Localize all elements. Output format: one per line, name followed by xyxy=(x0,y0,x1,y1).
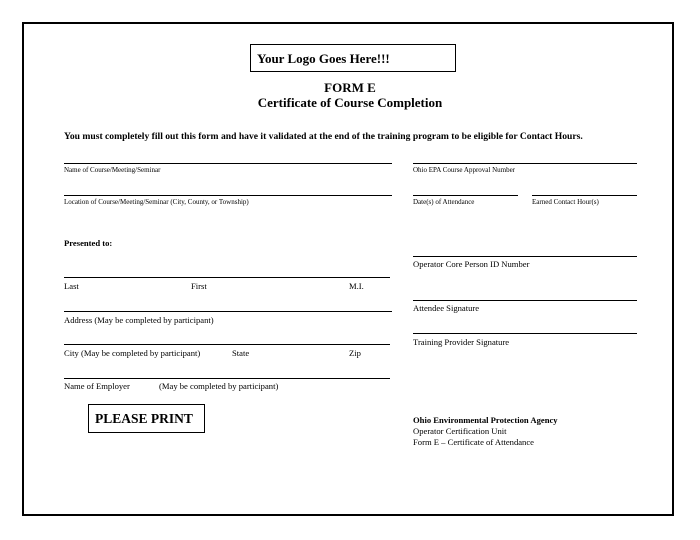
instructions: You must completely fill out this form and have it validated at the end of the training program to be eligible for Contact Hours. xyxy=(64,131,583,142)
approval-number-label: Ohio EPA Course Approval Number xyxy=(413,166,516,174)
approval-number-line[interactable] xyxy=(413,163,637,164)
employer-label: Name of Employer xyxy=(64,381,130,391)
contact-hours-line[interactable] xyxy=(532,195,637,196)
presented-to-label: Presented to: xyxy=(64,238,113,248)
attendee-signature-label: Attendee Signature xyxy=(413,303,480,313)
agency-form: Form E – Certificate of Attendance xyxy=(413,437,534,447)
state-label: State xyxy=(232,348,250,358)
name-line[interactable] xyxy=(64,277,390,278)
city-label: City (May be completed by participant) xyxy=(64,348,201,358)
dates-label: Date(s) of Attendance xyxy=(413,198,475,206)
provider-signature-label: Training Provider Signature xyxy=(413,337,510,347)
attendee-signature-line[interactable] xyxy=(413,300,637,301)
address-label: Address (May be completed by participant) xyxy=(64,315,214,325)
agency-unit: Operator Certification Unit xyxy=(413,426,507,436)
location-line[interactable] xyxy=(64,195,392,196)
address-line[interactable] xyxy=(64,311,392,312)
first-name-label: First xyxy=(191,281,207,291)
middle-initial-label: M.I. xyxy=(349,281,364,291)
city-line[interactable] xyxy=(64,344,390,345)
contact-hours-label: Earned Contact Hour(s) xyxy=(532,198,599,206)
please-print-box: PLEASE PRINT xyxy=(88,404,205,433)
employer-line[interactable] xyxy=(64,378,390,379)
operator-id-line[interactable] xyxy=(413,256,637,257)
form-title: FORM E xyxy=(324,80,376,95)
operator-id-label: Operator Core Person ID Number xyxy=(413,259,530,269)
last-name-label: Last xyxy=(64,281,79,291)
dates-line[interactable] xyxy=(413,195,518,196)
logo-placeholder: Your Logo Goes Here!!! xyxy=(250,44,456,72)
provider-signature-line[interactable] xyxy=(413,333,637,334)
employer-note: (May be completed by participant) xyxy=(159,381,279,391)
course-name-label: Name of Course/Meeting/Seminar xyxy=(64,166,161,174)
form-subtitle: Certificate of Course Completion xyxy=(257,95,443,110)
zip-label: Zip xyxy=(349,348,361,358)
course-name-line[interactable] xyxy=(64,163,392,164)
agency-name: Ohio Environmental Protection Agency xyxy=(413,415,558,425)
location-label: Location of Course/Meeting/Seminar (City, County, or Township) xyxy=(64,198,249,206)
